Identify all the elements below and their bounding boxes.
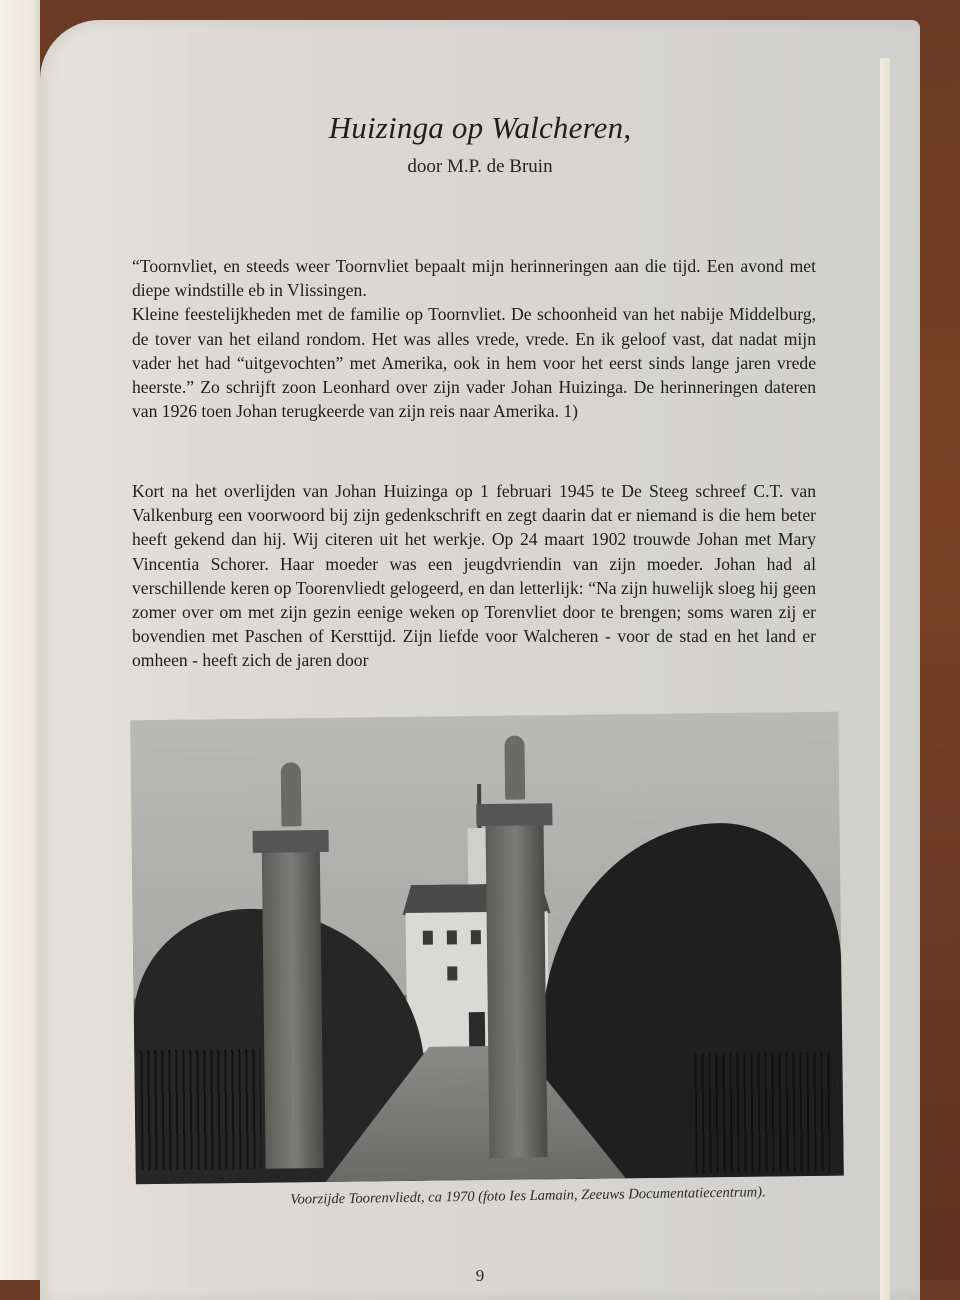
window xyxy=(447,966,457,980)
window xyxy=(471,930,481,944)
iron-fence-left xyxy=(140,1049,261,1170)
article-title: Huizinga op Walcheren, xyxy=(328,110,632,145)
gate-pillar-right xyxy=(485,811,547,1158)
statue-right xyxy=(504,736,525,800)
window xyxy=(447,930,457,944)
article-body-part-2 xyxy=(132,479,816,673)
iron-fence-right xyxy=(694,1052,835,1174)
paragraph-3: Kort na het overlijden van Johan Huizinga op 1 februari 1945 te De Steeg schreef C.T. van Valkenburg een voorwoord bij zijn gedenkschrift en zegt daarin dat er niemand is die hem beter heeft gekend dan hij. Wij citeren uit het werkje. Op 24 maart 1902 trouwde Johan met Mary Vincentia Schorer. Haar moeder was een jeugdvriendin van zijn moeder. Johan had al verschillende keren op Toorenvliedt gelogeerd, en dan letterlijk: “Na zijn huwelijk sloeg hij geen zomer over om met zijn gezin eenige weken op Torenvliet door te brengen; soms waren zij er bovendien met Paschen of Kersttijd. Zijn liefde voor Walcheren - voor de stad en het land er omheen - heeft zich de jaren door xyxy=(132,481,816,671)
page-stack-edge xyxy=(880,58,890,1300)
facing-page-edge xyxy=(0,0,40,1280)
page-number: 9 xyxy=(475,1266,485,1285)
book-page xyxy=(40,20,920,1300)
pillar-cap-left xyxy=(253,830,329,853)
paragraph-2: Kleine feestelijkheden met de familie op Toornvliet. De schoonheid van het nabije Middelburg, de tover van het eiland rondom. Het was alles vrede, vrede. En ik geloof vast, dat nadat mijn vader het had “uitgevochten” met Amerika, ook in hem voor het eerst sinds lange jaren vrede heerste.” Zo schrijft zoon Leonhard over zijn vader Johan Huizinga. De herinneringen dateren van 1926 toen Johan terugkeerde van zijn reis naar Amerika. 1) xyxy=(132,304,816,422)
paragraph-1: “Toornvliet, en steeds weer Toornvliet bepaalt mijn herinneringen aan die tijd. Een avond met diepe windstille eb in Vlissingen. xyxy=(132,256,816,301)
article-body-part-1 xyxy=(132,254,816,423)
window xyxy=(423,931,433,945)
photo-toorenvliedt-gate xyxy=(130,712,844,1185)
statue-left xyxy=(281,762,302,826)
gate-pillar-left xyxy=(262,838,324,1169)
article-byline: door M.P. de Bruin xyxy=(407,156,553,177)
figure-caption: Voorzijde Toorenvliedt, ca 1970 (foto Ies Lamain, Zeeuws Documentatiecentrum). xyxy=(290,1184,766,1208)
pillar-cap-right xyxy=(476,803,552,826)
